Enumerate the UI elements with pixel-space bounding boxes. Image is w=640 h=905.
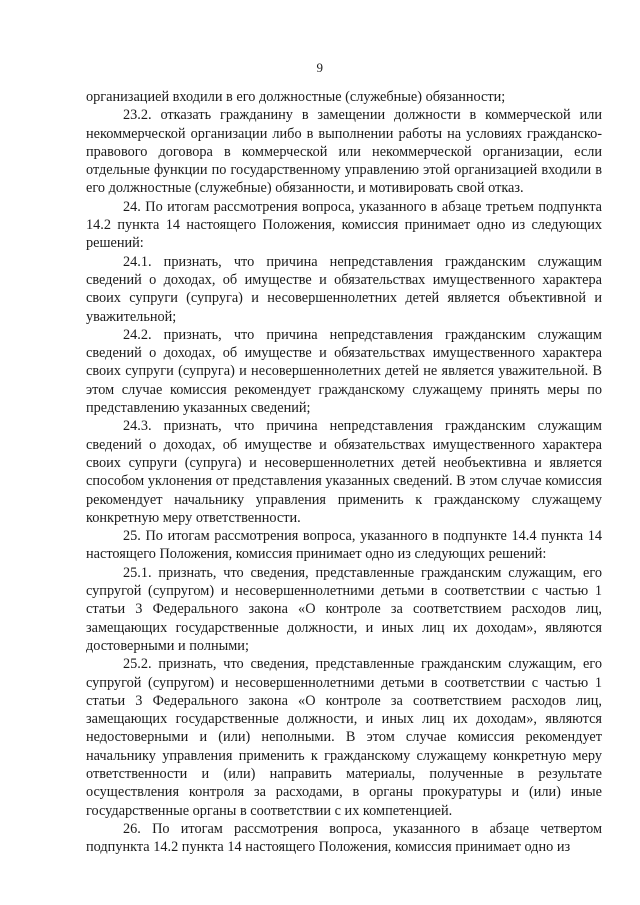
paragraph-24-1: 24.1. признать, что причина непредставления гражданским служащим сведений о доходах, об имуществе и обязательствах имущественного характера своих супруги (супруга) и несовершеннолетних детей является объективной и уважительной; (86, 253, 602, 325)
paragraph-24-3: 24.3. признать, что причина непредставления гражданским служащим сведений о доходах, об имуществе и обязательствах имущественного характера своих супруги (супруга) и несовершеннолетних детей необъективна и является способом уклонения от представления указанных сведений. В этом случае комиссия рекомендует начальнику управления применить к гражданскому служащему конкретную меру ответственности. (86, 418, 602, 526)
document-body (86, 88, 602, 856)
paragraph-25: 25. По итогам рассмотрения вопроса, указанного в подпункте 14.4 пункта 14 настоящего Положения, комиссия принимает одно из следующих решений: (86, 528, 602, 563)
paragraph-24-2: 24.2. признать, что причина непредставления гражданским служащим сведений о доходах, об имуществе и обязательствах имущественного характера своих супруги (супруга) и несовершеннолетних детей не является уважительной. В этом случае комиссия рекомендует гражданскому служащему принять меры по представлению указанных сведений; (86, 326, 602, 417)
paragraph-25-1: 25.1. признать, что сведения, представленные гражданским служащим, его супругой (супругом) и несовершеннолетними детьми в соответствии с частью 1 статьи 3 Федерального закона «О контроле за соответствием расходов лиц, замещающих государственные должности, и иных лиц их доходам», являются достоверными и полными; (86, 564, 602, 654)
paragraph-continuation: организацией входили в его должностные (служебные) обязанности; (86, 89, 506, 105)
paragraph-23-2: 23.2. отказать гражданину в замещении должности в коммерческой или некоммерческой организации либо в выполнении работы на условиях гражданско-правового договора в коммерческой или некоммерческой организации, если отдельные функции по государственному управлению этой организацией входили в его должностные (служебные) обязанности, и мотивировать свой отказ. (86, 107, 602, 197)
paragraph-24: 24. По итогам рассмотрения вопроса, указанного в абзаце третьем подпункта 14.2 пункта 14 настоящего Положения, комиссия принимает одно из следующих решений: (86, 198, 602, 252)
paragraph-25-2: 25.2. признать, что сведения, представленные гражданским служащим, его супругой (супругом) и несовершеннолетними детьми в соответствии с частью 1 статьи 3 Федерального закона «О контроле за соответствием расходов лиц, замещающих государственные должности, и иных лиц их доходам», являются недостоверными и (или) неполными. В этом случае комиссия рекомендует начальнику управления применить к гражданскому служащему конкретную меру ответственности и (или) направить материалы, полученные в результате осуществления контроля за расходами, в органы прокуратуры и (или) иные государственные органы в соответствии с их компетенцией. (86, 656, 602, 819)
paragraph-26: 26. По итогам рассмотрения вопроса, указанного в абзаце четвертом подпункта 14.2 пункта 14 настоящего Положения, комиссия принимает одно из (86, 820, 602, 856)
page-number: 9 (316, 60, 324, 75)
